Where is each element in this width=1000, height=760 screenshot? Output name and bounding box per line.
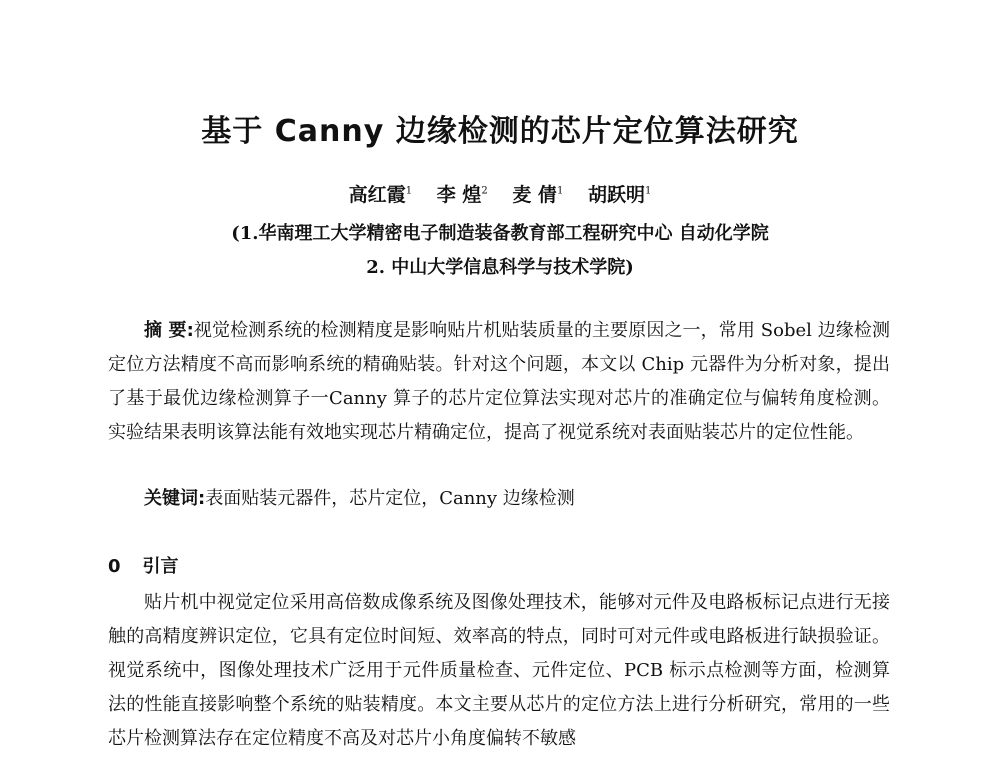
intro-paragraph: 贴片机中视觉定位采用高倍数成像系统及图像处理技术，能够对元件及电路板标记点进行无接触的高精度辨识定位，它具有定位时间短、效率高的特点，同时可对元件或电路板进行缺损验证。视觉系统中，图像处理技术广泛用于元件质量检查、元件定位、PCB 标示点检测等方面，检测算法的性能直接影响整个系统的贴装精度。本文主要从芯片的定位方法上进行分析研究，常用的一些芯片检测算法存在定位精度不高及对芯片小角度偏转不敏感	[108, 592, 890, 749]
author-affiliation-mark: 2	[481, 185, 488, 197]
author-3	[512, 184, 563, 206]
affiliation-2: 2. 中山大学信息科学与技术学院)	[366, 257, 634, 278]
keywords-text: 表面贴装元器件，芯片定位，Canny 边缘检测	[205, 488, 575, 509]
author-affiliation-mark: 1	[405, 185, 413, 197]
keywords-label: 关键词:	[144, 488, 206, 509]
abstract-text: 视觉检测系统的检测精度是影响贴片机贴装质量的主要原因之一，常用 Sobel 边缘检测定位方法精度不高而影响系统的精确贴装。针对这个问题，本文以 Chip 元器件为分析对象，提出了基于最优边缘检测算子一Canny 算子的芯片定位算法实现对芯片的准确定位与偏转角度检测。实验结果表明该算法能有效地实现芯片精确定位，提高了视觉系统对表面贴装芯片的定位性能。	[108, 320, 890, 443]
paper-title: 基于 Canny 边缘检测的芯片定位算法研究	[201, 114, 799, 149]
affiliation-1: (1.华南理工大学精密电子制造装备教育部工程研究中心 自动化学院	[231, 223, 769, 244]
keywords	[108, 482, 890, 516]
author-name: 胡跃明	[587, 184, 645, 206]
abstract	[108, 314, 890, 450]
author-4	[588, 184, 651, 206]
author-affiliation-mark: 1	[556, 185, 564, 197]
author-1	[349, 184, 412, 206]
abstract-label: 摘 要:	[144, 320, 194, 341]
author-list	[0, 180, 1000, 207]
section-number: 0	[108, 556, 121, 577]
section-heading	[108, 552, 179, 578]
author-2	[437, 184, 488, 206]
author-name: 李 煌	[436, 184, 482, 206]
author-affiliation-mark: 1	[644, 185, 652, 197]
section-title: 引言	[142, 556, 179, 577]
author-name: 麦 倩	[512, 184, 557, 206]
author-name: 高红霞	[348, 184, 406, 206]
